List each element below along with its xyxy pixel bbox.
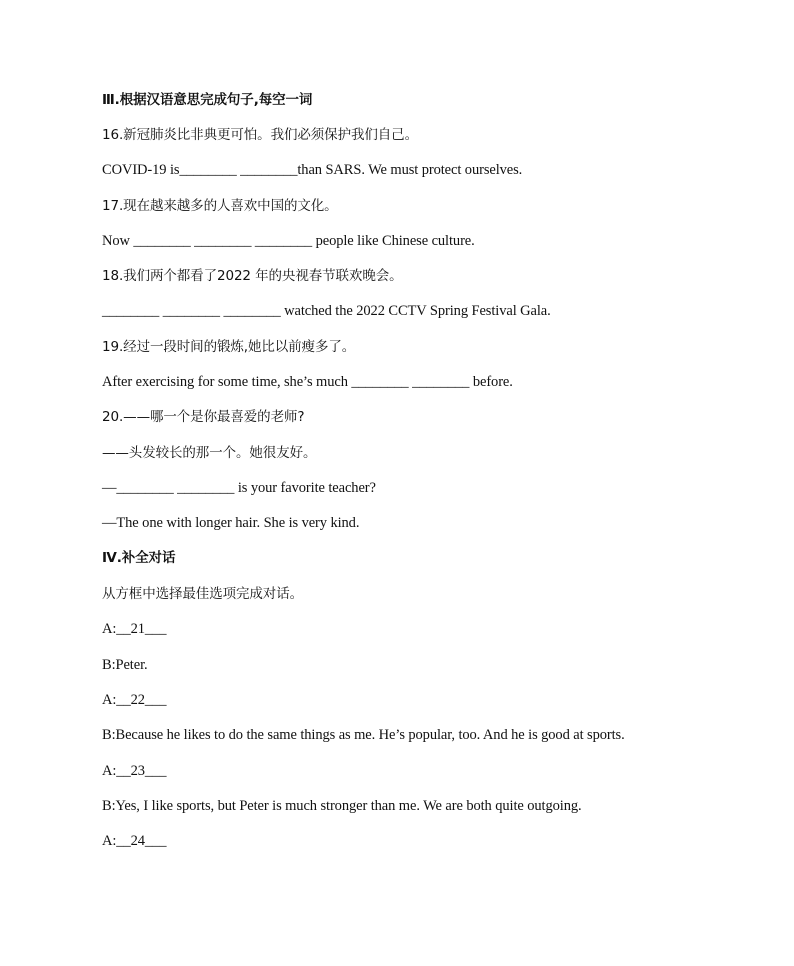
dialogue-line: B:Peter. [102,657,148,673]
question-17-english: Now ________ ________ ________ people like Chinese culture. [102,233,475,249]
question-16-chinese: 16.新冠肺炎比非典更可怕。我们必须保护我们自己。 [102,127,418,143]
dialogue-line: A:__24___ [102,833,167,849]
question-16-english: COVID-19 is________ ________than SARS. We must protect ourselves. [102,162,523,178]
dialogue-line: A:__21___ [102,621,167,637]
dialogue-line: B:Because he likes to do the same things as me. He’s popular, too. And he is good at sports. [102,727,625,743]
dialogue-line: A:__23___ [102,763,167,779]
question-18-chinese: 18.我们两个都看了2022 年的央视春节联欢晚会。 [102,268,403,284]
section-4-heading: Ⅳ.补全对话 [102,550,176,566]
section-3-heading: Ⅲ.根据汉语意思完成句子,每空一词 [102,92,313,108]
dialogue-line: B:Yes, I like sports, but Peter is much stronger than me. We are both quite outgoing. [102,798,582,814]
question-17-chinese: 17.现在越来越多的人喜欢中国的文化。 [102,198,338,214]
question-20-english-answer: —The one with longer hair. She is very kind. [102,515,360,531]
question-20-english-question: —________ ________ is your favorite teacher? [102,480,376,496]
question-18-english: ________ ________ ________ watched the 2022 CCTV Spring Festival Gala. [102,303,551,319]
question-19-english: After exercising for some time, she’s much ________ ________ before. [102,374,513,390]
question-20-chinese-question: 20.——哪一个是你最喜爱的老师? [102,409,305,425]
question-20-chinese-answer: ——头发较长的那一个。她很友好。 [102,445,317,461]
section-4-instruction: 从方框中选择最佳选项完成对话。 [102,586,303,602]
question-19-chinese: 19.经过一段时间的锻炼,她比以前瘦多了。 [102,339,356,355]
dialogue-line: A:__22___ [102,692,167,708]
